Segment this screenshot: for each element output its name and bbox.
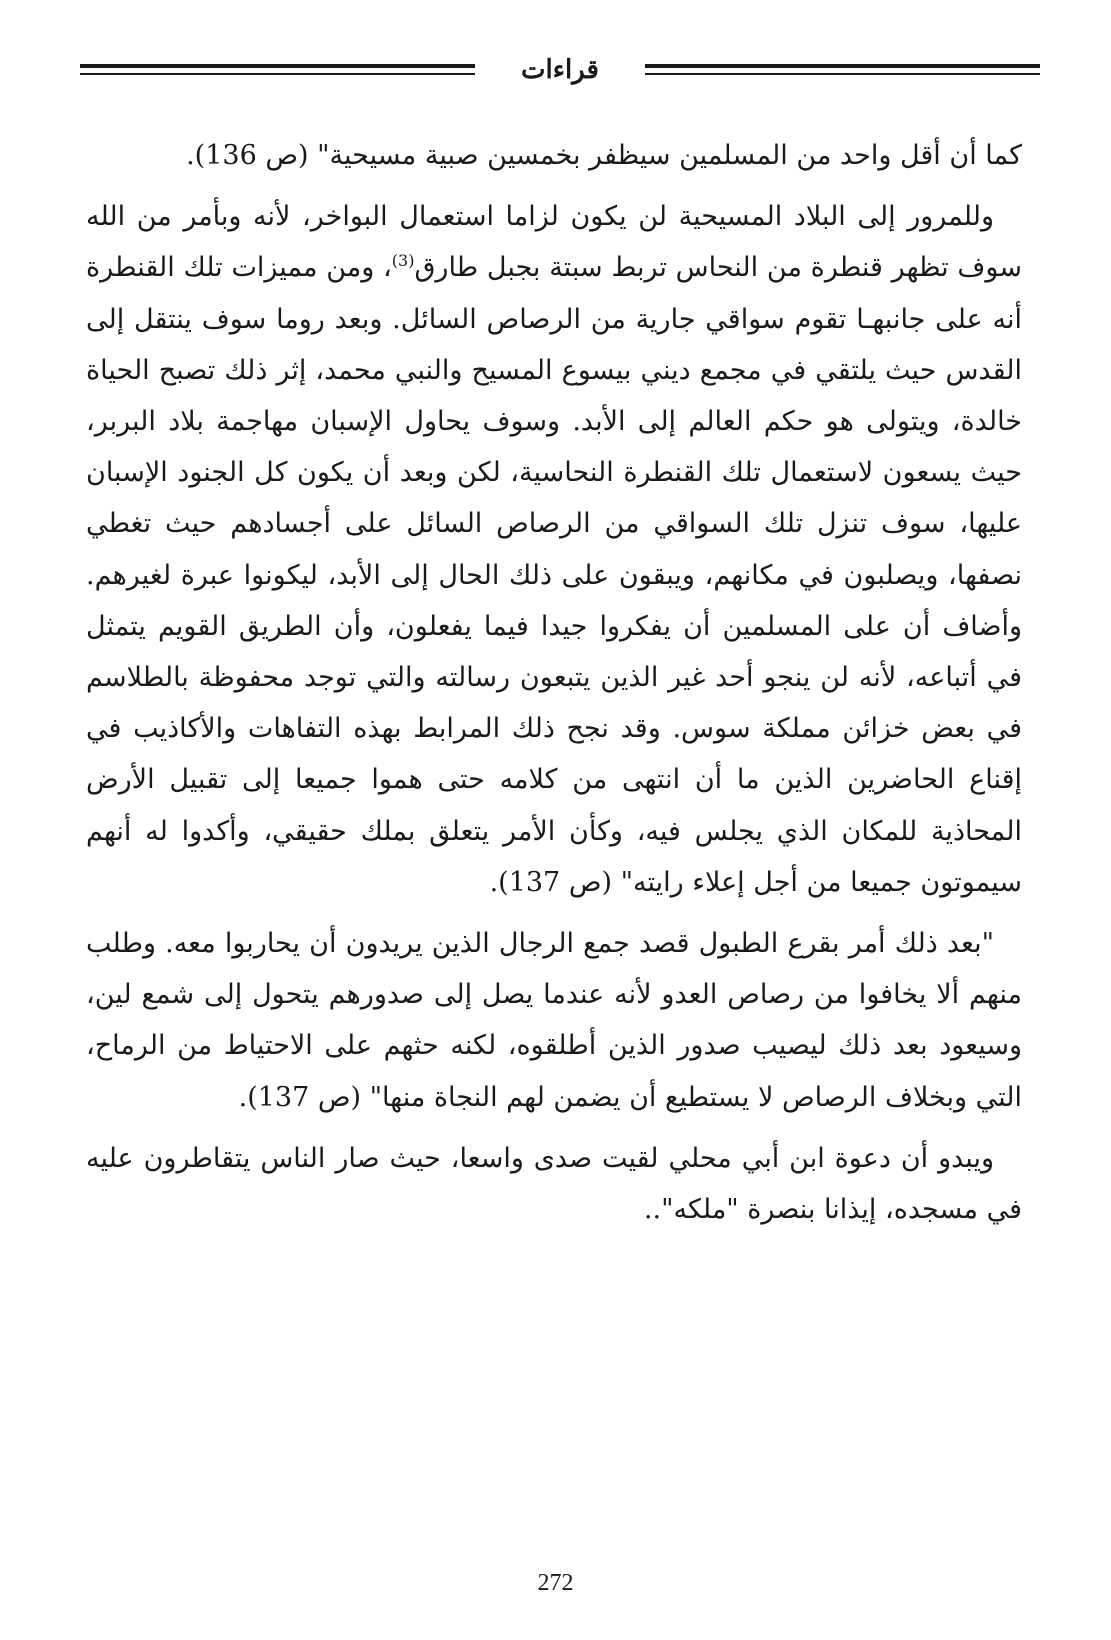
paragraph-3: "بعد ذلك أمر بقرع الطبول قصد جمع الرجال الذين يريدون أن يحاربوا معه. وطلب منهم ألا يخافوا من رصاص العدو لأنه عندما يصل إلى صدورهم يتحول إلى شمع لين، وسيعود بعد ذلك ليصيب صدور الذين أطلقوه، لكنه حثهم على الاحتياط من الرماح، التي وبخلاف الرصاص لا يستطيع أن يضمن لهم النجاة منها" (ص 137). [86, 928, 1022, 1113]
body-text [86, 130, 1022, 1235]
header-rule-right [645, 64, 1040, 78]
paragraph-2-text-start: وللمرور إلى البلاد المسيحية لن يكون لزاما استعمال البواخر، لأنه وبأمر من الله سوف تظهر قنطرة من النحاس تربط سبتة بجبل طارق [86, 201, 1022, 284]
header-rule-left [80, 64, 475, 78]
footnote-ref: (3) [391, 251, 415, 271]
paragraph-4: ويبدو أن دعوة ابن أبي محلي لقيت صدى واسعا، حيث صار الناس يتقاطرون عليه في مسجده، إيذانا بنصرة "ملكه".. [86, 1142, 1022, 1226]
running-header [80, 52, 1040, 96]
paragraph-2-text-end: ، ومن مميزات تلك القنطرة أنه على جانبهـا تقوم سواقي جارية من الرصاص السائل. وبعد روما سوف ينتقل إلى القدس حيث يلتقي في مجمع ديني بيسوع المسيح والنبي محمد، إثر ذلك تصبح الحياة خالدة، ويتولى هو حكم العالم إلى الأبد. وسوف يحاول الإسبان مهاجمة بلاد البربر، حيث يسعون لاستعمال تلك القنطرة النحاسية، لكن وبعد أن يكون كل الجنود الإسبان عليها، سوف تنزل تلك السواقي من الرصاص السائل على أجسادهم حيث تغطي نصفها، ويصلبون في مكانهم، ويبقون على ذلك الحال إلى الأبد، ليكونوا عبرة لغيرهم. وأضاف أن على المسلمين أن يفكروا جيدا فيما يفعلون، وأن الطريق القويم يتمثل في أتباعه، لأنه لن ينجو أحد غير الذين يتبعون رسالته والتي توجد محفوظة بالطلاسم في بعض خزائن مملكة سوس. وقد نجح ذلك المرابط بهذه التفاهات والأكاذيب في إقناع الحاضرين الذين ما أن انتهى من كلامه حتى هموا جميعا إلى تقبيل الأرض المحاذية للمكان الذي يجلس فيه، وكأن الأمر يتعلق بملك حقيقي، وأكدوا له أنهم سيموتون جميعا من أجل إعلاء رايته" (ص 137). [86, 252, 1022, 898]
paragraph-2 [86, 191, 1022, 908]
page-number: 272 [537, 1570, 574, 1596]
paragraph-1: كما أن أقل واحد من المسلمين سيظفر بخمسين صبية مسيحية" (ص 136). [186, 140, 1022, 171]
header-title: قراءات [521, 55, 599, 85]
